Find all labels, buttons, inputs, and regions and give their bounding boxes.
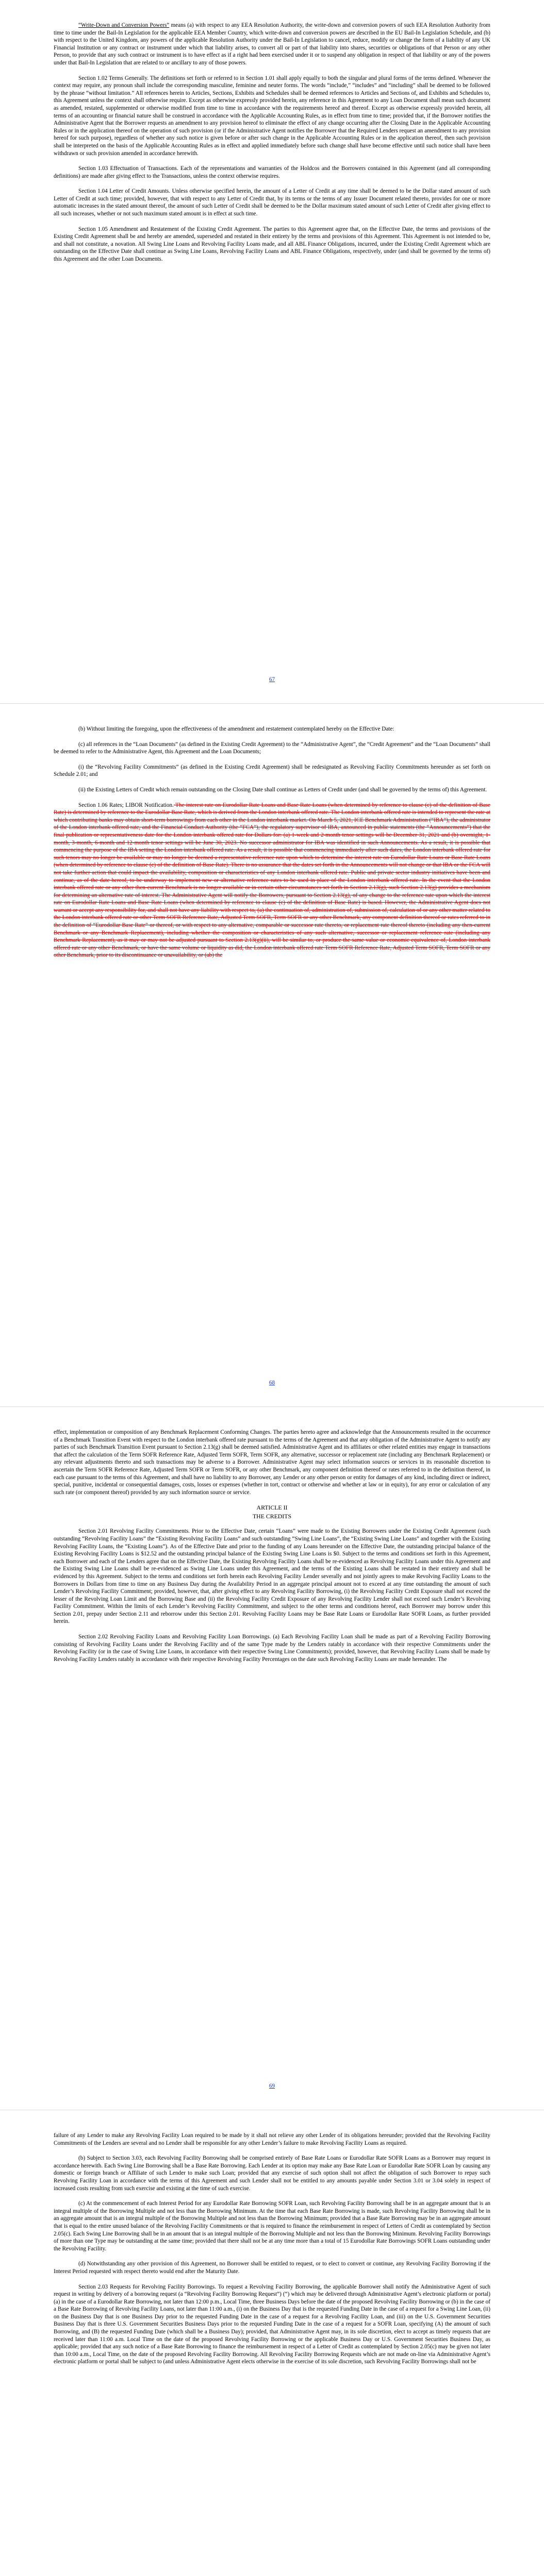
section-heading: Section 1.05 Amendment and Restatement of the Existing Credit Agreement. <box>78 226 261 232</box>
clause-label: (d) <box>78 2261 86 2267</box>
section-heading: Section 1.06 Rates; LIBOR Notification. <box>78 802 174 808</box>
page-number[interactable]: 69 <box>269 2083 275 2089</box>
paragraph-text: means (a) with respect to any EEA Resolution Authority, the write-down and conversion powers of such EEA Resolution Authority from time to time under the Bail-In Legislation for the applicable EEA Member Country, which write-down and conversion powers are described in the EU Bail-In Legislation Schedule, and (b) with respect to the United Kingdom, any powers of the applicable Resolution Authority under the Bail-In Legislation to cancel, reduce, modify or change the form of a liability of any UK Financial Institution or any contract or instrument under which that liability arises, to convert all or part of that liability into shares, securities or obligations of that Person or any other Person, to provide that any such contract or instrument is to have effect as if a right had been exercised under it or to suspend any obligation in respect of that liability or any of the powers under that Bail-In Legislation that are related to or ancillary to any of those powers. <box>54 22 490 66</box>
paragraph-text: effect, implementation or composition of any Benchmark Replacement Conforming Changes. The parties hereto agree and acknowledge that the Announcements resulted in the occurrence of a Benchmark Transition Event with respect to the London interbank offered rate pursuant to the terms of the Agreement and that any obligation of the Administrative Agent to notify any parties of such Benchmark Transition Event pursuant to Section 2.13(g) shall be deemed satisfied. Administrative Agent and its affiliates or other related entities may engage in transactions that affect the calculation of the Term SOFR Reference Rate, Adjusted Term SOFR, Term SOFR, any alternative, successor or replacement rate (including any Benchmark Replacement) or any relevant adjustments thereto and such transactions may be adverse to a Borrower. Administrative Agent may select information sources or services in its reasonable discretion to ascertain the Term SOFR Reference Rate, Adjusted Term SOFR or Term SOFR, or any other Benchmark, any component definition thereof or rates referred to in the definition thereof, in each case pursuant to the terms of this Agreement, and shall have no liability to any Borrower, any Lender or any other person or entity for damages of any kind, including direct or indirect, special, punitive, incidental or consequential damages, costs, losses or expenses (whether in tort, contract or otherwise and whether at law or in equity), for any error or calculation of any such rate (or component thereof) provided by any such information source or service. <box>54 1429 490 1496</box>
clause-label: (ii) <box>78 786 86 793</box>
section-heading: Section 2.02 Revolving Facility Loans and Revolving Facility Loan Borrowings. <box>78 1634 271 1640</box>
section-heading: Section 2.03 Requests for Revolving Facility Borrowings. <box>78 2283 217 2290</box>
paragraph-section <box>54 165 490 180</box>
paragraph-clause <box>54 786 490 794</box>
article-heading: ARTICLE II <box>256 1504 288 1512</box>
paragraph-text: the Existing Letters of Credit which remain outstanding on the Closing Date shall continue as Letters of Credit under (and shall be governed by the terms of) this Agreement. <box>85 786 487 793</box>
clause-label: (c) <box>78 2200 85 2207</box>
paragraph-continuation <box>54 1429 490 1496</box>
document-page <box>0 1406 544 2110</box>
clause-label: (b) <box>78 2155 86 2162</box>
paragraph-text: To request a Revolving Facility Borrowing, the applicable Borrower shall notify the Administrative Agent of such request in writing by delivery of a borrowing request (a “Revolving Facility Borrowing Request”) (“) which may be delivered through Administrative Agent’s electronic platform or portal) (a) in the case of a Eurodollar Rate Borrowing, not later than 12:00 p.m., Local Time, three Business Days before the date of the proposed Revolving Facility Borrowing or (b) in the case of a Base Rate Borrowing of Revolving Facility Loans, not later than 11:00 a.m., (i) on the Business Day that is the requested Funding Date in the case of a request for a Swing Line Loan, (ii) on the Business Day that is one Business Day prior to the requested Funding Date in the case of a request for a Revolving Facility Loan, and (iii) on the U.S. Government Securities Business Day that is three U.S. Government Securities Business Days prior to the requested Funding Date in the case of a request for a SOFR Loan, specifying (A) the amount of such Borrowing, and (B) the requested Funding Date (which shall be a Business Day); provided, that Administrative Agent may, in its sole discretion, elect to accept as timely requests that are received later than 11:00 a.m. Local Time on the date of the proposed Revolving Facility Borrowing or the applicable Business Day or U.S. Government Securities Business Day, as applicable; provided that any such notice of a Base Rate Borrowing to finance the reimbursement in respect of a Letter of Credit as contemplated by Section 2.05(c) may be given not later than 10:00 a.m., Local Time, on the date of the proposed Revolving Facility Borrowing. All Revolving Facility Borrowing Requests which are not made on-line via Administrative Agent’s electronic platform or portal shall be subject to (and unless Administrative Agent elects otherwise in the exercise of its sole discretion, such Revolving Facility Borrowings shall not be <box>54 2283 491 2365</box>
paragraph-text: Subject to Section 3.03, each Revolving Facility Borrowing shall be comprised entirely of Base Rate Loans or Eurodollar Rate SOFR Loans as a Borrower may request in accordance herewith. Each Swing Line Borrowing shall be a Base Rate Borrowing. Each Lender at its option may make any Base Rate Loan or Eurodollar Rate SOFR Loan by causing any domestic or foreign branch or Affiliate of such Lender to make such Loan; provided that any exercise of such option shall not affect the obligation of such Borrower to repay such Revolving Facility Loan in accordance with the terms of this Agreement and such Lender shall not be entitled to any amounts payable under Section 3.01 or 3.04 solely in respect of increased costs resulting from such exercise and existing at the time of such exercise. <box>54 2155 490 2192</box>
paragraph-section <box>54 1633 490 1663</box>
section-heading: Section 1.02 Terms Generally. <box>78 75 149 81</box>
page-number[interactable]: 68 <box>269 1380 275 1386</box>
clause-label: (c) <box>78 741 85 748</box>
paragraph-text: Each of the representations and warranties of the Holdcos and the Borrowers contained in this Agreement (and all corresponding definitions) are made after giving effect to the Transactions, unless the context otherwise requires. <box>54 165 490 179</box>
paragraph-clause <box>54 741 490 756</box>
defined-term: “Write-Down and Conversion Powers” <box>78 22 170 28</box>
paragraph-text: Notwithstanding any other provision of this Agreement, no Borrower shall be entitled to request, or to elect to convert or continue, any Revolving Facility Borrowing if the Interest Period requested with respect thereto would end after the Maturity Date. <box>54 2261 490 2275</box>
paragraph-section <box>54 2283 490 2366</box>
paragraph-clause <box>54 2260 490 2275</box>
paragraph-definition <box>54 22 490 67</box>
paragraph-text: (a) Each Revolving Facility Loan shall be made as part of a Revolving Facility Borrowing consisting of Revolving Facility Loans under the Revolving Facility and of the same Type made by the Lenders ratably in accordance with their respective Commitments under the Revolving Facility (or in the case of Swing Line Loans, in accordance with their respective Swing Line Commitments); provided, however, that Revolving Facility Loans shall be made by Revolving Facility Lenders ratably in accordance with their respective Revolving Facility Percentages on the date such Revolving Facility Loans are made hereunder. The <box>54 1634 490 1663</box>
paragraph-text: failure of any Lender to make any Revolving Facility Loan required to be made by it shall not relieve any other Lender of its obligations hereunder; provided that the Revolving Facility Commitments of the Lenders are several and no Lender shall be responsible for any other Lender’s failure to make Revolving Facility Loans as required. <box>54 2132 490 2146</box>
paragraph-section <box>54 188 490 217</box>
paragraph-text: At the commencement of each Interest Period for any Eurodollar Rate Borrowing SOFR Loan, such Revolving Facility Borrowing shall be in an aggregate amount that is an integral multiple of the Borrowing Multiple and not less than the Borrowing Minimum. At the time that each Base Rate Borrowing is made, such Revolving Facility Borrowing shall be in an aggregate amount that is an integral multiple of the Borrowing Multiple and not less than the Borrowing Minimum; provided that a Base Rate Borrowing may be in an aggregate amount that is equal to the entire unused balance of the Revolving Facility Commitments or that is required to finance the reimbursement in respect of Letters of Credit as contemplated by Section 2.05(c). Each Swing Line Borrowing shall be in an amount that is an integral multiple of the Borrowing Multiple and not less than the Borrowing Minimum. Revolving Facility Borrowings of more than one Type may be outstanding at the same time; provided that there shall not be at any time more than a total of 15 Eurodollar Rate Borrowings SOFR Loans outstanding under the Revolving Facility. <box>54 2200 490 2252</box>
paragraph-text: The definitions set forth or referred to in Section 1.01 shall apply equally to both the singular and plural forms of the terms defined. Whenever the context may require, any pronoun shall include the corresponding masculine, feminine and neuter forms. The words “include,” “includes” and “including” shall be deemed to be followed by the phrase “without limitation.” All references herein to Articles, Sections, Exhibits and Schedules shall be deemed references to Articles and Sections of, and Exhibits and Schedules to, this Agreement unless the context shall otherwise require. Except as otherwise expressly provided herein, any reference in this Agreement to any Loan Document shall mean such document as amended, restated, supplemented or otherwise modified from time to time in accordance with the requirements hereof and thereof. Except as otherwise expressly provided herein, all terms of an accounting or financial nature shall be construed in accordance with the Applicable Accounting Rules, as in effect from time to time; provided that, if the Borrower notifies the Administrative Agent that the Borrower requests an amendment to any provision hereof to eliminate the effect of any change occurring after the Closing Date in the Applicable Accounting Rules or in the application thereof on the operation of such provision (or if the Administrative Agent notifies the Borrower that the Required Lenders request an amendment to any provision hereof for such purpose), regardless of whether any such notice is given before or after such change in the Applicable Accounting Rules or in the application thereof, then such provision shall be interpreted on the basis of the Applicable Accounting Rules as in effect and applied immediately before such change shall have become effective until such notice shall have been withdrawn or such provision amended in accordance herewith. <box>54 75 490 157</box>
paragraph-text: the “Revolving Facility Commitments” (as defined in the Existing Credit Agreement) shall be redesignated as Revolving Facility Commitments hereunder as set forth on Schedule 2.01; and <box>54 764 490 778</box>
paragraph-text: Without limiting the foregoing, upon the effectiveness of the amendment and restatement contemplated hereby on the Effective Date: <box>85 726 394 732</box>
paragraph-clause <box>54 2155 490 2192</box>
paragraph-section <box>54 75 490 158</box>
article-subheading: THE CREDITS <box>252 1513 292 1520</box>
paragraph-text: all references in the “Loan Documents” (as defined in the Existing Credit Agreement) to the “Administrative Agent”, the “Credit Agreement” and the “Loan Documents” shall be deemed to refer to the Administrative Agent, this Agreement and the Loan Documents; <box>54 741 490 755</box>
clause-label: (b) <box>78 726 86 732</box>
section-heading: Section 2.01 Revolving Facility Commitments. <box>78 1528 190 1535</box>
paragraph-continuation <box>54 2132 490 2147</box>
document-page <box>0 703 544 1406</box>
paragraph-text: The parties to this Agreement agree that, on the Effective Date, the terms and provisions of the Existing Credit Agreement shall be and hereby are amended, superseded and restated in their entirety by the terms and provisions of this Agreement. This Agreement is not intended to be, and shall not constitute, a novation. All Swing Line Loans and Revolving Facility Loans made, and all ABL Finance Obligations, incurred, under the Existing Credit Agreement which are outstanding on the Effective Date shall continue as Swing Line Loans, Revolving Facility Loans and ABL Finance Obligations, respectively, under (and shall be governed by the terms of) this Agreement and the other Loan Documents. <box>54 226 490 263</box>
paragraph-section <box>54 226 490 263</box>
paragraph-clause <box>54 764 490 778</box>
page-number[interactable]: 67 <box>269 676 275 683</box>
paragraph-clause <box>54 2200 490 2252</box>
paragraph-text: Unless otherwise specified herein, the amount of a Letter of Credit at any time shall be deemed to be the Dollar stated amount of such Letter of Credit at such time; provided, however, that with respect to any Letter of Credit that, by its terms or the terms of any Issuer Document related thereto, provides for one or more automatic increases in the stated amount thereof, the amount of such Letter of Credit shall be deemed to be the Dollar maximum stated amount of such Letter of Credit after giving effect to all such increases, whether or not such maximum stated amount is in effect at such time. <box>54 188 491 217</box>
paragraph-text: Prior to the Effective Date, certain “Loans” were made to the Existing Borrowers under the Existing Credit Agreement (such outstanding “Revolving Facility Loans” the “Existing Revolving Facility Loans” and such outstanding “Swing Line Loans”, the “Existing Swing Line Loans” and together with the Existing Revolving Facility Loans, the “Existing Loans”). As of the Effective Date and prior to the funding of any Loans hereunder on the Effective Date, the outstanding principal balance of the Existing Revolving Facility Loans is $12.52 and the outstanding principal balance of the Existing Swing Line Loans is $0. Subject to the terms and conditions set forth in this Agreement, each Borrower and each of the Lenders agree that on the Effective Date, the Existing Revolving Facility Loans shall be re-evidenced as Revolving Facility Loans under this Agreement and the Existing Swing Line Loans shall be re-evidenced as Swing Line Loans under this Agreement, and the terms of the Existing Loans shall be restated in their entirety and shall be evidenced by this Agreement. Subject to the terms and conditions set forth herein each Revolving Facility Lender severally and not jointly agrees to make Revolving Facility Loans to the Borrowers in Dollars from time to time on any Business Day during the Availability Period in an aggregate principal amount not to exceed at any time outstanding the amount of such Lender’s Revolving Facility Commitment; provided, however, that, after giving effect to any Revolving Facility Borrowing, (i) the Revolving Facility Credit Exposure shall not exceed the lesser of the Revolving Loan Limit and the Borrowing Base and (ii) the Revolving Facility Credit Exposure of any Revolving Facility Lender shall not exceed such Lender’s Revolving Facility Commitment. Within the limits of each Lender’s Revolving Facility Commitment, and subject to the other terms and conditions hereof, each Borrower may borrow under this Section 2.01, prepay under Section 2.11 and reborrow under this Section 2.01. Revolving Facility Loans may be Base Rate Loans or Eurodollar Rate SOFR Loans, as further provided herein. <box>54 1528 491 1625</box>
document-page <box>0 0 544 703</box>
section-heading: Section 1.04 Letter of Credit Amounts. <box>78 188 171 195</box>
paragraph-text-deleted: The interest rate on Eurodollar Rate Loans and Base Rate Loans (when determined by reference to clause (c) of the definition of Base Rate) is determined by reference to the Eurodollar Base Rate, which is derived from the London interbank offered rate. The London interbank offered rate is intended to represent the rate at which contributing banks may obtain short-term borrowings from each other in the London interbank market. On March 5, 2021, ICE Benchmark Administration (“IBA”), the administrator of the London interbank offered rate, and the Financial Conduct Authority (the “FCA”), the regulatory supervisor of IBA, announced in public statements (the “Announcements”) that the final publication or representativeness date for the London interbank offered rate for Dollars for: (a) 1-week and 2-month tenor settings will be December 31, 2021 and (b) overnight, 1-month, 3-month, 6-month and 12-month tenor settings will be June 30, 2023. No successor administrator for IBA was identified in such Announcements. As a result, it is possible that commencing the purpose of the IBA setting the London interbank offered rate. As a result, it is possible that commencing immediately after such dates, the London interbank offered rate for such tenors may no longer be available or may no longer be deemed a representative reference rate upon which to determine the interest rate on Eurodollar Rate Loans or Base Rate Loans (when determined by reference to clause (c) of the definition of Base Rate). There is no assurance that the dates set forth in the Announcements will not change or that IBA or the FCA will not take further action that could impact the availability, composition or characteristics of any London interbank offered rate. Public and private sector industry initiatives have been and continue, as of the date hereof, to be underway to implement new or alternative reference rates to be used in place of the London interbank offered rate. In the event that the London interbank offered rate or any other then-current Benchmark is no longer available or in certain other circumstances set forth in Section 2.13(g), such Section 2.13(g) provides a mechanism for determining an alternative rate of interest. The Administrative Agent will notify the Borrowers, pursuant to Section 2.13(g), of any change to the reference rate upon which the interest rate on Eurodollar Rate Loans and Base Rate Loans (when determined by reference to clause (c) of the definition of Base Rate) is based. However, the Administrative Agent does not warrant or accept any responsibility for, and shall not have any liability with respect to, (a) the continuation of, administration of, submission of, calculation of or any other matter related to the London interbank offered rate or other Term SOFR Reference Rate, Adjusted Term SOFR, Term SOFR or any other Benchmark, any component definition thereof or rates referred to in the definition of “Eurodollar Base Rate” or thereof, or with respect to any alternative, comparable or successor rate thereto, or replacement rate thereof thereto (including any then-current Benchmark or any Benchmark Replacement), including whether the composition or characteristics of any such alternative, successor or replacement reference rate (including any Benchmark Replacement), as it may or may not be adjusted pursuant to Section 2.13(g)(ii), will be similar to, or produce the same value or economic equivalence of, London interbank offered rate or any other Benchmark, or have the same volume or liquidity as did, the London interbank offered rate Term SOFR Reference Rate, Adjusted Term SOFR, Term SOFR or any other Benchmark, prior to its discontinuance or unavailability, or (ab) the <box>54 802 490 959</box>
clause-label: (i) <box>78 764 84 770</box>
paragraph-section-redlined <box>54 802 490 959</box>
paragraph-clause <box>54 725 490 733</box>
section-heading: Section 1.03 Effectuation of Transactions. <box>78 165 178 172</box>
paragraph-section <box>54 1528 490 1625</box>
document-page <box>0 2110 544 2576</box>
